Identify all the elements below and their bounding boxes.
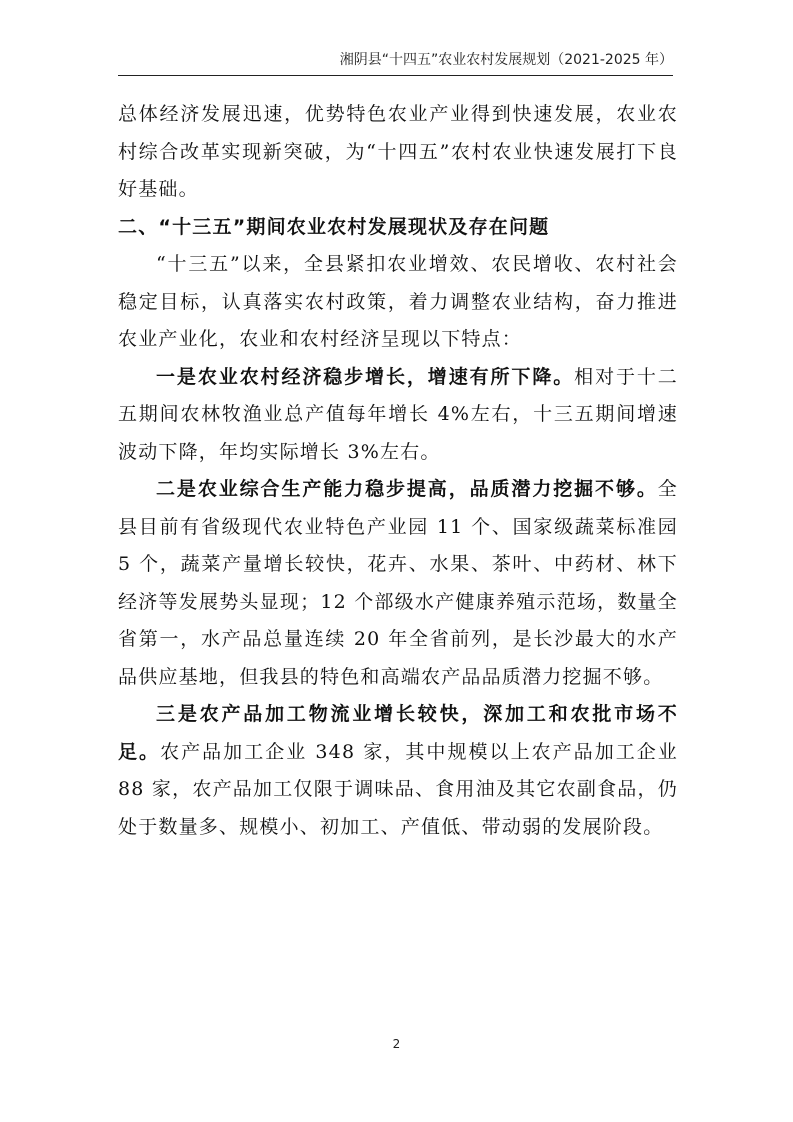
paragraph-point-2 [118,471,678,696]
point-1-lead: 一是农业农村经济稳步增长，增速有所下降。 [156,365,575,388]
header-title: 湘阴县“十四五”农业农村发展规划（2021-2025 年） [339,52,673,68]
document-body [118,96,678,846]
paragraph-overview: “十三五”以来，全县紧扣农业增效、农民增收、农村社会稳定目标，认真落实农村政策，着力调整农业结构，奋力推进农业产业化，农业和农村经济呈现以下特点： [118,253,678,350]
point-1-text: 相对于十二五期间农林牧渔业总产值每年增长 4%左右，十三五期间增速波动下降，年均实际增长 3%左右。 [118,365,678,463]
point-3-lead: 三是农产品加工物流业增长较快，深加工和农批市场不足。 [118,703,678,763]
point-2-lead: 二是农业综合生产能力稳步提高，品质潜力挖掘不够。 [156,478,658,500]
paragraph-intro-continuation: 总体经济发展迅速，优势特色农业产业得到快速发展，农业农村综合改革实现新突破，为“十四五”农村农业快速发展打下良好基础。 [118,103,678,200]
page-header [118,50,673,76]
paragraph-point-1 [118,359,678,472]
section-heading: 二、“十三五”期间农业农村发展现状及存在问题 [118,215,550,238]
paragraph-point-3 [118,696,678,846]
point-3-text: 农产品加工企业 348 家，其中规模以上农产品加工企业 88 家，农产品加工仅限于调味品、食用油及其它农副食品，仍处于数量多、规模小、初加工、产值低、带动弱的发展阶段。 [118,740,678,838]
point-2-text: 全县目前有省级现代农业特色产业园 11 个、国家级蔬菜标准园 5 个，蔬菜产量增长较快，花卉、水果、茶叶、中药材、林下经济等发展势头显现；12 个部级水产健康养殖示范场，数量全省第一，水产品总量连续 20 年全省前列，是长沙最大的水产品供应基地，但我县的特色和高端农产品品质潜力挖掘不够。 [118,478,678,688]
page-number: 2 [392,1037,401,1051]
